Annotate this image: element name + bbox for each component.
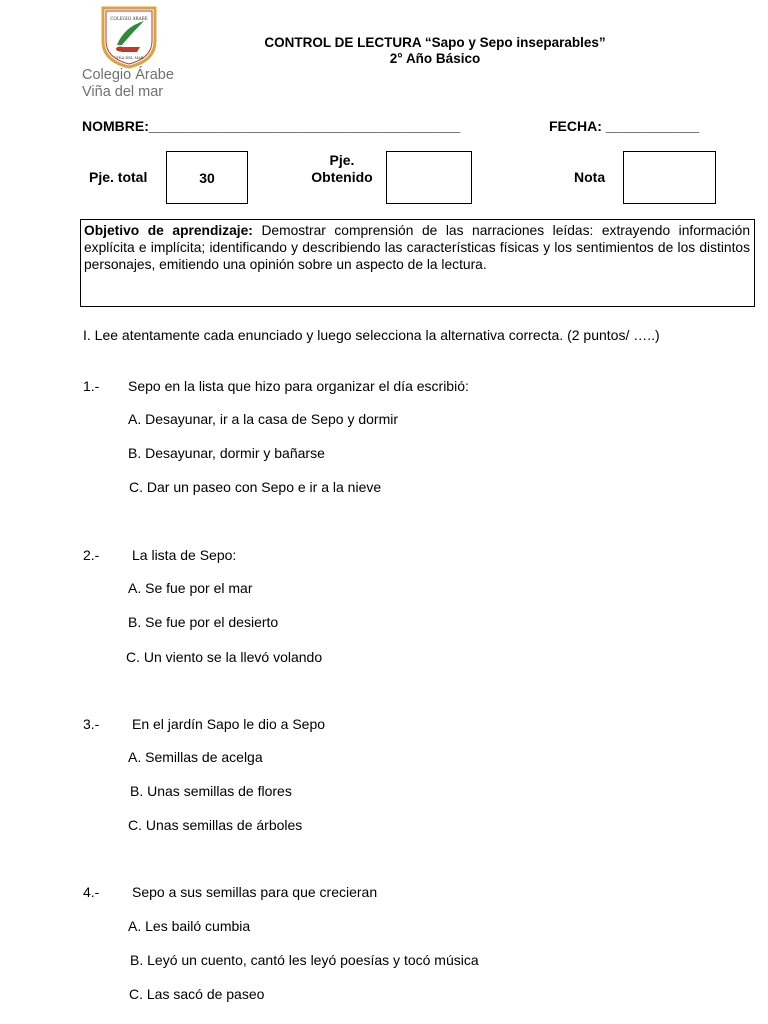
objective-label: Objetivo de aprendizaje: [84, 223, 253, 238]
instructions: I. Lee atentamente cada enunciado y luego selecciona la alternativa correcta. (2 puntos/ …..) [83, 327, 660, 343]
logo-text-bottom: VIÑA DEL MAR [114, 56, 144, 60]
logo-text-top: COLEGIO ÁRABE [110, 16, 148, 21]
question-2-option-a[interactable]: A. Se fue por el mar [128, 580, 253, 596]
document-subtitle: 2° Año Básico [389, 51, 481, 66]
fecha-field[interactable]: FECHA: ____________ [549, 118, 700, 134]
pje-total-box [166, 151, 248, 204]
school-name: Colegio Árabe [82, 67, 174, 83]
objective-text: Demostrar comprensión de las narraciones leídas: extrayendo información explícita e implícita; identificando y describiendo las características físicas y los sentimientos de los distintos personajes, emitiendo una opinión sobre un aspecto de la lectura. [84, 223, 750, 272]
question-1-text: Sepo en la lista que hizo para organizar el día escribió: [128, 378, 469, 394]
question-1-option-a[interactable]: A. Desayunar, ir a la casa de Sepo y dormir [128, 411, 399, 427]
question-1-option-b[interactable]: B. Desayunar, dormir y bañarse [128, 445, 325, 461]
pje-obtenido-label-line2: Obtenido [311, 169, 373, 185]
question-3-option-b[interactable]: B. Unas semillas de flores [130, 783, 292, 799]
question-3-text: En el jardín Sapo le dio a Sepo [132, 716, 326, 732]
question-2-text: La lista de Sepo: [132, 547, 237, 563]
question-4-option-c[interactable]: C. Las sacó de paseo [129, 986, 265, 1002]
pje-obtenido-label [309, 152, 375, 186]
pje-total-label: Pje. total [89, 169, 148, 185]
pje-total-value: 30 [199, 169, 215, 186]
question-3-option-c[interactable]: C. Unas semillas de árboles [128, 817, 303, 833]
question-4-text: Sepo a sus semillas para que crecieran [132, 884, 378, 900]
question-1-number: 1.- [83, 378, 100, 394]
nota-label: Nota [574, 169, 606, 185]
nota-box[interactable] [623, 151, 716, 204]
question-2-option-b[interactable]: B. Se fue por el desierto [128, 614, 279, 630]
question-3-number: 3.- [83, 716, 100, 732]
document-title: CONTROL DE LECTURA “Sapo y Sepo inseparables” [264, 35, 606, 50]
objective-box [80, 219, 755, 307]
question-2-number: 2.- [83, 547, 100, 563]
question-4-option-a[interactable]: A. Les bailó cumbia [128, 918, 251, 934]
question-4-option-b[interactable]: B. Leyó un cuento, cantó les leyó poesías y tocó música [130, 952, 479, 968]
question-4-number: 4.- [83, 884, 100, 900]
question-1-option-c[interactable]: C. Dar un paseo con Sepo e ir a la nieve [129, 479, 382, 495]
pje-obtenido-label-line1: Pje. [329, 152, 355, 168]
pje-obtenido-box[interactable] [386, 151, 472, 204]
question-2-option-c[interactable]: C. Un viento se la llevó volando [126, 649, 323, 665]
question-3-option-a[interactable]: A. Semillas de acelga [128, 749, 263, 765]
school-city: Viña del mar [82, 84, 164, 100]
school-info [82, 67, 174, 101]
nombre-field[interactable]: NOMBRE:________________________________________ [82, 118, 461, 134]
